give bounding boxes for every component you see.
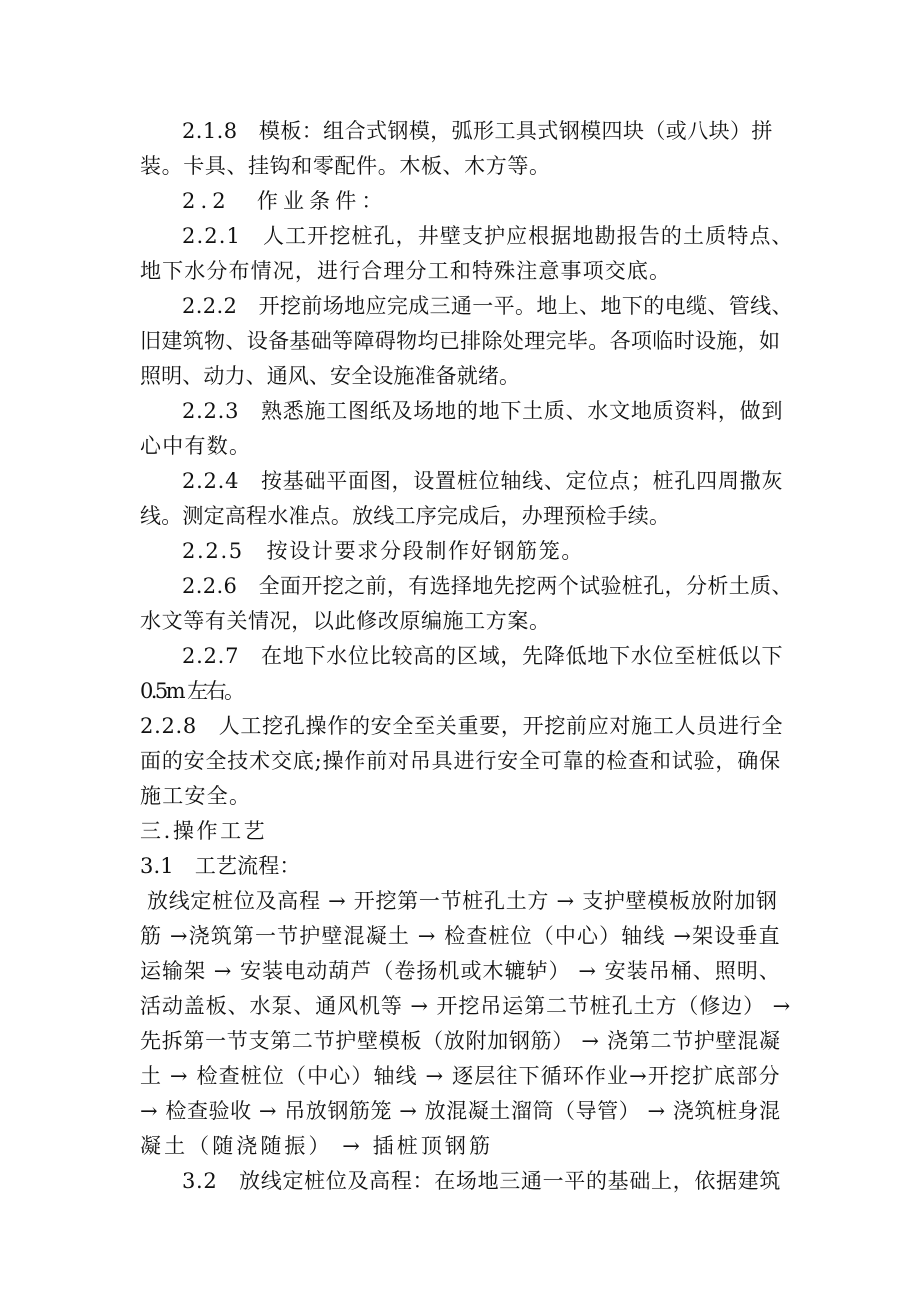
line-2-2-2-cont1: 旧建筑物、设备基础等障碍物均已排除处理完毕。各项临时设施，如 <box>140 329 781 353</box>
line-2-2-2-cont2: 照明、动力、通风、安全设施准备就绪。 <box>140 364 521 388</box>
flow-line-8: 凝土（随浇随振） → 插桩顶钢筋 <box>140 1134 494 1158</box>
line-2-1-8-cont: 装。卡具、挂钩和零配件。木板、木方等。 <box>140 154 551 178</box>
section-heading-3: 三.操作工艺 <box>140 819 268 843</box>
line-2-2-1-cont: 地下水分布情况，进行合理分工和特殊注意事项交底。 <box>140 259 672 283</box>
heading-3-1: 3.1 工艺流程： <box>140 854 301 878</box>
line-2-2-6: 2.2.6 全面开挖之前，有选择地先挖两个试验桩孔，分析土质、 <box>182 574 793 598</box>
line-2-2-3-cont: 心中有数。 <box>140 434 252 458</box>
flow-line-5: 先拆第一节支第二节护壁模板（放附加钢筋） → 浇第二节护壁混凝 <box>140 1029 781 1053</box>
flow-line-2: 筋 →浇筑第一节护壁混凝土 → 检查桩位（中心）轴线 →架设垂直 <box>140 924 781 948</box>
line-2-2-8-cont2: 施工安全。 <box>140 784 252 808</box>
line-2-2-8-cont1: 面的安全技术交底;操作前对吊具进行安全可靠的检查和试验，确保 <box>140 749 781 773</box>
line-3-2: 3.2 放线定桩位及高程：在场地三通一平的基础上，依据建筑 <box>182 1169 782 1193</box>
line-2-2-3: 2.2.3 熟悉施工图纸及场地的地下土质、水文地质资料，做到 <box>182 399 784 423</box>
line-2-2-6-cont: 水文等有关情况，以此修改原编施工方案。 <box>140 609 551 633</box>
line-2-2-8: 2.2.8 人工挖孔操作的安全至关重要，开挖前应对施工人员进行全 <box>140 714 784 738</box>
line-2-2-4-cont: 线。测定高程水准点。放线工序完成后，办理预检手续。 <box>140 504 671 528</box>
line-2-2-7-cont: 0.5m 左右。 <box>140 679 243 703</box>
line-2-1-8: 2.1.8 模板：组合式钢模，弧形工具式钢模四块（或八块）拼 <box>182 119 773 143</box>
line-2-2-5: 2.2.5 按设计要求分段制作好钢筋笼。 <box>182 539 585 563</box>
line-2-2-1: 2.2.1 人工开挖桩孔，井壁支护应根据地勘报告的土质特点、 <box>182 224 794 248</box>
line-2-2-2: 2.2.2 开挖前场地应完成三通一平。地上、地下的电缆、管线、 <box>182 294 793 318</box>
line-2-2-4: 2.2.4 按基础平面图，设置桩位轴线、定位点；桩孔四周撒灰 <box>182 469 784 493</box>
heading-2-2: 2.2 作业条件： <box>182 189 388 213</box>
flow-line-3: 运输架 → 安装电动葫芦（卷扬机或木辘轳） → 安装吊桶、照明、 <box>140 959 781 983</box>
flow-line-1: 放线定桩位及高程 → 开挖第一节桩孔土方 → 支护壁模板放附加钢 <box>147 889 778 913</box>
flow-line-7: → 检查验收 → 吊放钢筋笼 → 放混凝土溜筒（导管） → 浇筑桩身混 <box>140 1099 781 1123</box>
flow-line-4: 活动盖板、水泵、通风机等 → 开挖吊运第二节桩孔土方（修边） → <box>140 994 792 1018</box>
line-2-2-7: 2.2.7 在地下水位比较高的区域，先降低地下水位至桩低以下 <box>182 644 784 668</box>
flow-line-6: 土 → 检查桩位（中心）轴线 → 逐层往下循环作业→开挖扩底部分 <box>140 1064 781 1088</box>
